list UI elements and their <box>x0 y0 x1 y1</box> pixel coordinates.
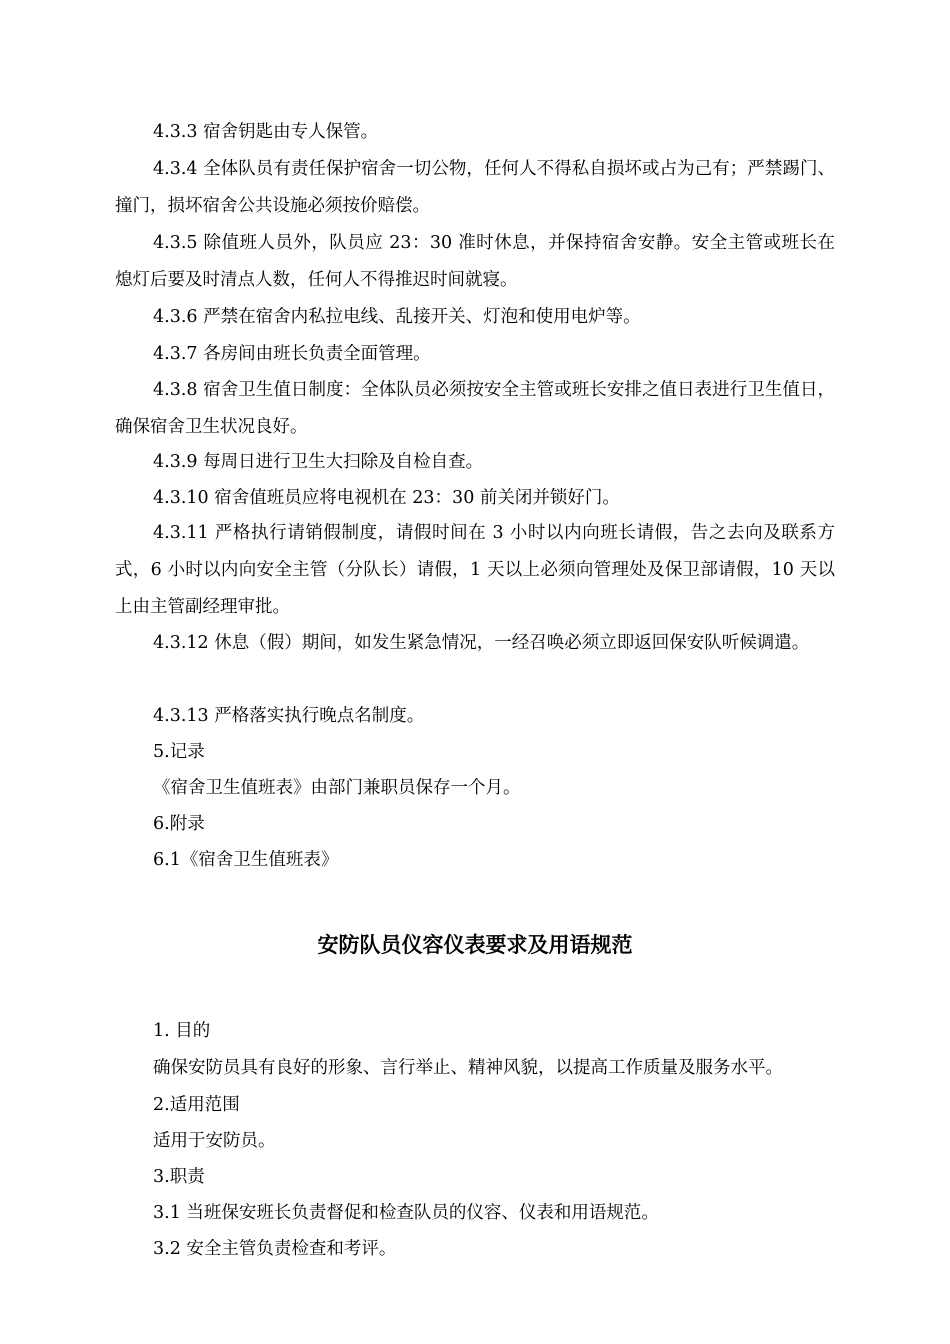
duty-item: 3.2 安全主管负责检查和考评。 <box>153 1239 397 1259</box>
duty-item: 3.1 当班保安班长负责督促和检查队员的仪容、仪表和用语规范。 <box>153 1203 659 1223</box>
clause-4-3-12: 4.3.12 休息（假）期间，如发生紧急情况，一经召唤必须立即返回保安队听候调遣。 <box>153 633 810 653</box>
clause-4-3-3: 4.3.3 宿舍钥匙由专人保管。 <box>153 122 379 142</box>
clause-4-3-10: 4.3.10 宿舍值班员应将电视机在 23：30 前关闭并锁好门。 <box>153 488 620 508</box>
scope-heading: 2.适用范围 <box>153 1095 240 1115</box>
scope-text: 适用于安防员。 <box>153 1131 276 1151</box>
purpose-heading: 1. 目的 <box>153 1021 211 1041</box>
appendix-heading: 6.附录 <box>153 814 205 834</box>
clause-4-3-13: 4.3.13 严格落实执行晚点名制度。 <box>153 706 425 726</box>
record-heading: 5.记录 <box>153 742 205 762</box>
appendix-item: 6.1《宿舍卫生值班表》 <box>153 850 339 870</box>
clause-4-3-6: 4.3.6 严禁在宿舍内私拉电线、乱接开关、灯泡和使用电炉等。 <box>153 307 641 327</box>
clause-4-3-5: 4.3.5 除值班人员外，队员应 23：30 准时休息，并保持宿舍安静。安全主管或班长在熄灯后要及时清点人数，任何人不得推迟时间就寝。 <box>115 233 835 290</box>
clause-4-3-7: 4.3.7 各房间由班长负责全面管理。 <box>153 344 431 364</box>
duty-heading: 3.职责 <box>153 1167 205 1187</box>
clause-4-3-4: 4.3.4 全体队员有责任保护宿舍一切公物，任何人不得私自损坏或占为己有；严禁踢门、撞门，损坏宿舍公共设施必须按价赔偿。 <box>115 159 835 216</box>
section-title: 安防队员仪容仪表要求及用语规范 <box>317 932 633 957</box>
clause-4-3-11: 4.3.11 严格执行请销假制度，请假时间在 3 小时以内向班长请假，告之去向及联系方式，6 小时以内向安全主管（分队长）请假，1 天以上必须向管理处及保卫部请假，10 天以上由主管副经理审批。 <box>115 523 835 617</box>
purpose-text: 确保安防员具有良好的形象、言行举止、精神风貌，以提高工作质量及服务水平。 <box>153 1058 783 1078</box>
clause-4-3-9: 4.3.9 每周日进行卫生大扫除及自检自查。 <box>153 452 484 472</box>
record-text: 《宿舍卫生值班表》由部门兼职员保存一个月。 <box>153 778 521 798</box>
clause-4-3-8: 4.3.8 宿舍卫生值日制度：全体队员必须按安全主管或班长安排之值日表进行卫生值日，确保宿舍卫生状况良好。 <box>115 380 835 437</box>
